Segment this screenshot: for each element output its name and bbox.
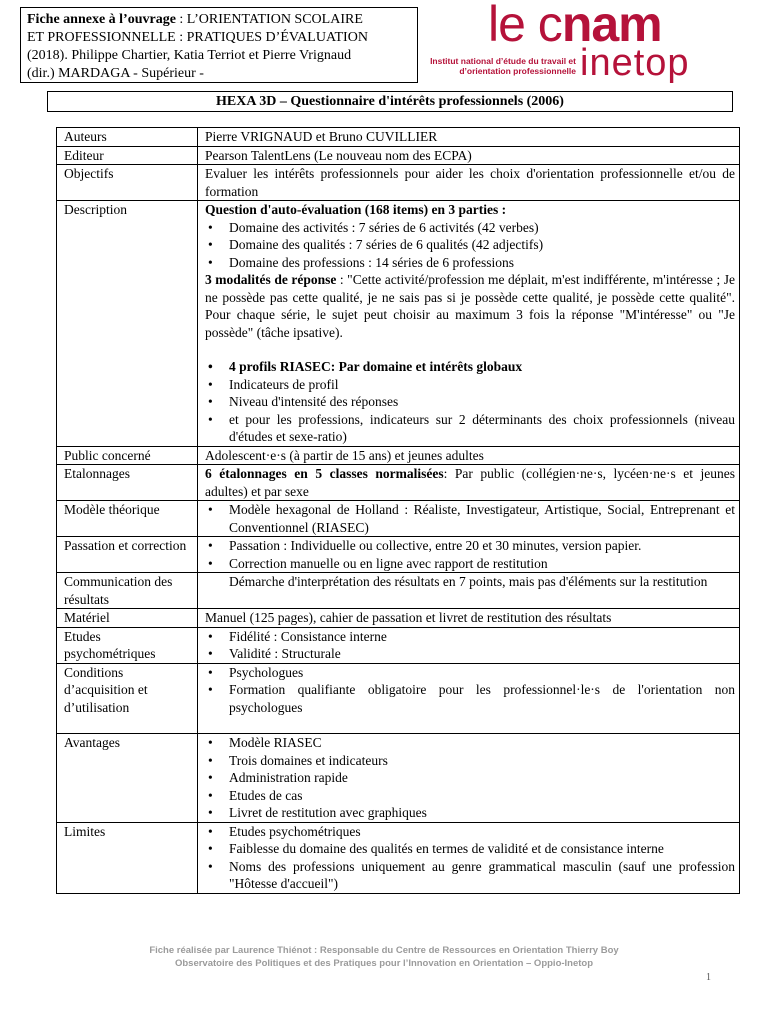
row-label: Etalonnages	[57, 465, 198, 501]
list-item: • Passation : Individuelle ou collective, entre 20 et 30 minutes, version papier.	[229, 537, 735, 555]
list-item: • Domaine des activités : 7 séries de 6 activités (42 verbes)	[229, 219, 735, 237]
row-value	[198, 501, 740, 537]
table-row	[57, 822, 740, 893]
reference-line-4: (dir.) MARDAGA - Supérieur -	[27, 66, 204, 81]
logo-inetop: inetop	[580, 42, 690, 84]
table-row	[57, 146, 740, 165]
table-row	[57, 537, 740, 573]
row-value: Pearson TalentLens (Le nouveau nom des ECPA)	[198, 146, 740, 165]
row-label: Description	[57, 201, 198, 447]
row-value: Pierre VRIGNAUD et Bruno CUVILLIER	[198, 128, 740, 147]
table-row	[57, 501, 740, 537]
list-item: • Administration rapide	[229, 769, 735, 787]
list-item: • Etudes psychométriques	[229, 823, 735, 841]
info-table	[56, 127, 740, 894]
list-item: • Fidélité : Consistance interne	[229, 628, 735, 646]
row-value	[198, 734, 740, 823]
table-row	[57, 465, 740, 501]
row-label: Auteurs	[57, 128, 198, 147]
row-label: Avantages	[57, 734, 198, 823]
list-item: • Noms des professions uniquement au genre grammatical masculin (sauf une profession "Hôtesse d'accueil")	[229, 858, 735, 893]
footer-line-2: Observatoire des Politiques et des Pratiques pour l’Innovation en Orientation – Oppio-Inetop	[174, 958, 594, 969]
row-label: Etudes psychométriques	[57, 627, 198, 663]
reference-label: Fiche annexe à l’ouvrage	[27, 12, 176, 27]
footer-line-1: Fiche réalisée par Laurence Thiénot : Responsable du Centre de Ressources en Orientation Thierry Boy	[149, 945, 619, 956]
list-item: • et pour les professions, indicateurs sur 2 déterminants des choix professionnels (niveau d'études et sexe-ratio)	[229, 411, 735, 446]
row-value: Adolescent·e·s (à partir de 15 ans) et jeunes adultes	[198, 446, 740, 465]
reference-line-3: (2018). Philippe Chartier, Katia Terriot et Pierre Vrignaud	[27, 48, 352, 63]
row-label: Modèle théorique	[57, 501, 198, 537]
page-number: 1	[706, 972, 711, 983]
table-row	[57, 165, 740, 201]
list-item: • Correction manuelle ou en ligne avec rapport de restitution	[229, 555, 735, 573]
list-item: • Indicateurs de profil	[229, 376, 735, 394]
row-value: Manuel (125 pages), cahier de passation et livret de restitution des résultats	[198, 609, 740, 628]
table-row	[57, 663, 740, 734]
document-title: HEXA 3D – Questionnaire d'intérêts professionnels (2006)	[47, 91, 733, 112]
list-item: • Domaine des professions : 14 séries de 6 professions	[229, 254, 735, 272]
row-value: 6 étalonnages en 5 classes normalisées: Par public (collégien·ne·s, lycéen·ne·s et jeunes adultes) et par sexe	[198, 465, 740, 501]
table-row	[57, 573, 740, 609]
list-item: • Trois domaines et indicateurs	[229, 752, 735, 770]
row-label: Conditions d’acquisition et d’utilisation	[57, 663, 198, 734]
list-item: • Domaine des qualités : 7 séries de 6 qualités (42 adjectifs)	[229, 236, 735, 254]
profiles-list	[205, 358, 735, 446]
row-label: Limites	[57, 822, 198, 893]
table-row	[57, 201, 740, 447]
row-label: Passation et correction	[57, 537, 198, 573]
row-value: Démarche d'interprétation des résultats en 7 points, mais pas d'éléments sur la restitution	[198, 573, 740, 609]
list-item: • Modèle hexagonal de Holland : Réaliste, Investigateur, Artistique, Social, Entreprenant et Conventionnel (RIASEC)	[229, 501, 735, 536]
response-modalities: 3 modalités de réponse : "Cette activité/profession me déplait, m'est indifférente, m'intéresse ; Je ne possède pas cette qualité, je ne sais pas si je possède cette qualité, je possède cette qualité". Pour chaque série, le sujet peut choisir au maximum 3 fois la réponse "M'intéresse" ou "Je possède" (tâche ipsative).	[205, 272, 735, 340]
list-item: • Faiblesse du domaine des qualités en termes de validité et de consistance interne	[229, 840, 735, 858]
row-value	[198, 627, 740, 663]
reference-box	[20, 7, 418, 83]
cnam-inetop-logo	[430, 0, 730, 84]
row-value	[198, 663, 740, 734]
list-item: • Etudes de cas	[229, 787, 735, 805]
row-label: Objectifs	[57, 165, 198, 201]
list-item: • Psychologues	[229, 664, 735, 682]
list-item: • Validité : Structurale	[229, 645, 735, 663]
table-row	[57, 734, 740, 823]
description-heading: Question d'auto-évaluation (168 items) en 3 parties :	[205, 202, 507, 217]
list-item: • Formation qualifiante obligatoire pour les professionnel·le·s de l'orientation non psychologues	[229, 681, 735, 716]
table-row	[57, 446, 740, 465]
reference-line-2: ET PROFESSIONNELLE : PRATIQUES D’ÉVALUATION	[27, 30, 368, 45]
list-item: • Modèle RIASEC	[229, 734, 735, 752]
row-label: Editeur	[57, 146, 198, 165]
table-row	[57, 128, 740, 147]
row-value	[198, 201, 740, 447]
logo-institut-text: Institut national d’étude du travail et d’orientation professionnelle	[430, 56, 576, 76]
row-label: Matériel	[57, 609, 198, 628]
row-value	[198, 537, 740, 573]
row-value	[198, 822, 740, 893]
row-value: Evaluer les intérêts professionnels pour aider les choix d'orientation professionnelle et/ou de formation	[198, 165, 740, 201]
table-row	[57, 627, 740, 663]
row-label: Communication des résultats	[57, 573, 198, 609]
list-item: • Livret de restitution avec graphiques	[229, 804, 735, 822]
page-footer	[0, 944, 768, 970]
row-label: Public concerné	[57, 446, 198, 465]
description-parts-list	[205, 219, 735, 272]
table-row	[57, 609, 740, 628]
logo-cnam: le cnam	[488, 0, 662, 52]
list-item: • Niveau d'intensité des réponses	[229, 393, 735, 411]
reference-title-start: : L’ORIENTATION SCOLAIRE	[175, 12, 363, 27]
list-item: • 4 profils RIASEC: Par domaine et intérêts globaux	[229, 358, 735, 376]
